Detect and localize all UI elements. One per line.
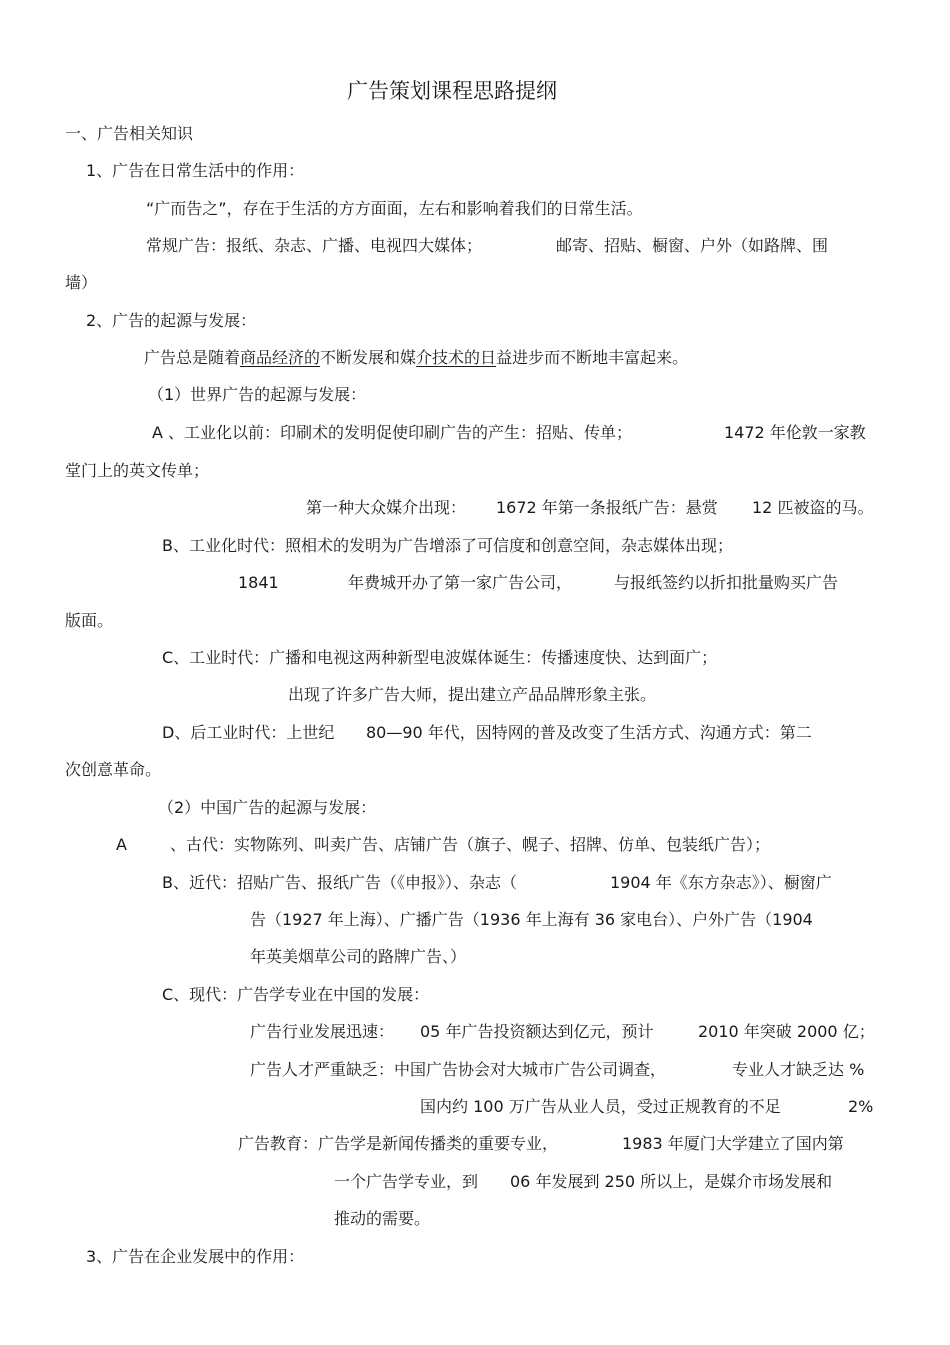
list-item: 广告行业发展迅速： [250,1022,395,1041]
list-item: 1672 年第一条报纸广告：悬赏 [496,498,718,517]
list-item: 、古代：实物陈列、叫卖广告、店铺广告（旗子、幌子、招牌、仿单、包装纸广告）； [170,835,771,854]
list-item: 年费城开办了第一家广告公司， [348,573,573,592]
list-item: 广告人才严重缺乏：中国广告协会对大城市广告公司调查， [250,1060,667,1079]
list-heading: （2）中国广告的起源与发展： [158,798,377,817]
list-item: 2% [848,1097,874,1116]
list-item: 第一种大众媒介出现： [306,498,467,517]
list-item: C、现代：广告学专业在中国的发展： [162,985,430,1004]
text-run: 益进步而不断地丰富起来。 [496,348,689,367]
list-item: C、工业时代：广播和电视这两种新型电波媒体诞生：传播速度快、达到面广； [162,648,718,667]
paragraph: “广而告之”，存在于生活的方方面面，左右和影响着我们的日常生活。 [146,199,643,218]
subsection-heading: 3、广告在企业发展中的作用： [86,1247,305,1266]
paragraph [144,347,688,369]
list-item: 80—90 年代，因特网的普及改变了生活方式、沟通方式：第二 [366,723,812,742]
list-item: 一个广告学专业，到 [334,1172,479,1191]
list-item: 1904 年《东方杂志》）、橱窗广 [610,873,832,892]
list-item: 12 匹被盗的马。 [752,498,874,517]
list-item: 06 年发展到 250 所以上，是媒介市场发展和 [510,1172,833,1191]
paragraph: 常规广告：报纸、杂志、广播、电视四大媒体； [146,236,483,255]
paragraph: 邮寄、招贴、橱窗、户外（如路牌、围 [556,236,829,255]
list-item: 2010 年突破 2000 亿； [698,1022,875,1041]
list-item: 出现了许多广告大师，提出建立产品品牌形象主张。 [288,685,657,704]
list-item: 堂门上的英文传单； [65,461,210,480]
list-item: 年英美烟草公司的路牌广告、） [250,947,467,966]
underlined-text: 介技术的日 [416,348,497,367]
list-item: 1841 [238,573,279,592]
list-item: 版面。 [65,611,114,630]
section-heading: 一、广告相关知识 [65,124,194,143]
list-item: 广告教育：广告学是新闻传播类的重要专业， [238,1134,559,1153]
list-item: 推动的需要。 [334,1209,431,1228]
doc-title: 广告策划课程思路提纲 [347,79,557,103]
list-item: B、工业化时代：照相术的发明为广告增添了可信度和创意空间，杂志媒体出现； [162,536,733,555]
list-item: 次创意革命。 [65,760,162,779]
list-item: 1983 年厦门大学建立了国内第 [622,1134,844,1153]
list-item: 1472 年伦敦一家教 [724,423,866,442]
list-item: 国内约 100 万广告从业人员，受过正规教育的不足 [420,1097,781,1116]
list-item: B、近代：招贴广告、报纸广告（《申报》）、杂志（ [162,873,517,892]
paragraph: 墙） [65,273,98,292]
text-run: 广告总是随着 [144,348,241,367]
subsection-heading: 2、广告的起源与发展： [86,311,257,330]
list-item: A [116,835,127,854]
list-heading: （1）世界广告的起源与发展： [148,385,367,404]
subsection-heading: 1、广告在日常生活中的作用： [86,161,305,180]
underlined-text: 商品经济的 [240,348,321,367]
list-item: 告（1927 年上海）、广播广告（1936 年上海有 36 家电台）、户外广告（1904 [250,910,813,929]
text-run: 不断发展和媒 [320,348,417,367]
list-item: D、后工业时代：上世纪 [162,723,335,742]
list-item: 05 年广告投资额达到亿元，预计 [420,1022,654,1041]
list-item: 专业人才缺乏达 % [732,1060,865,1079]
list-item: 与报纸签约以折扣批量购买广告 [614,573,839,592]
list-item: A 、工业化以前：印刷术的发明促使印刷广告的产生：招贴、传单； [152,423,633,442]
